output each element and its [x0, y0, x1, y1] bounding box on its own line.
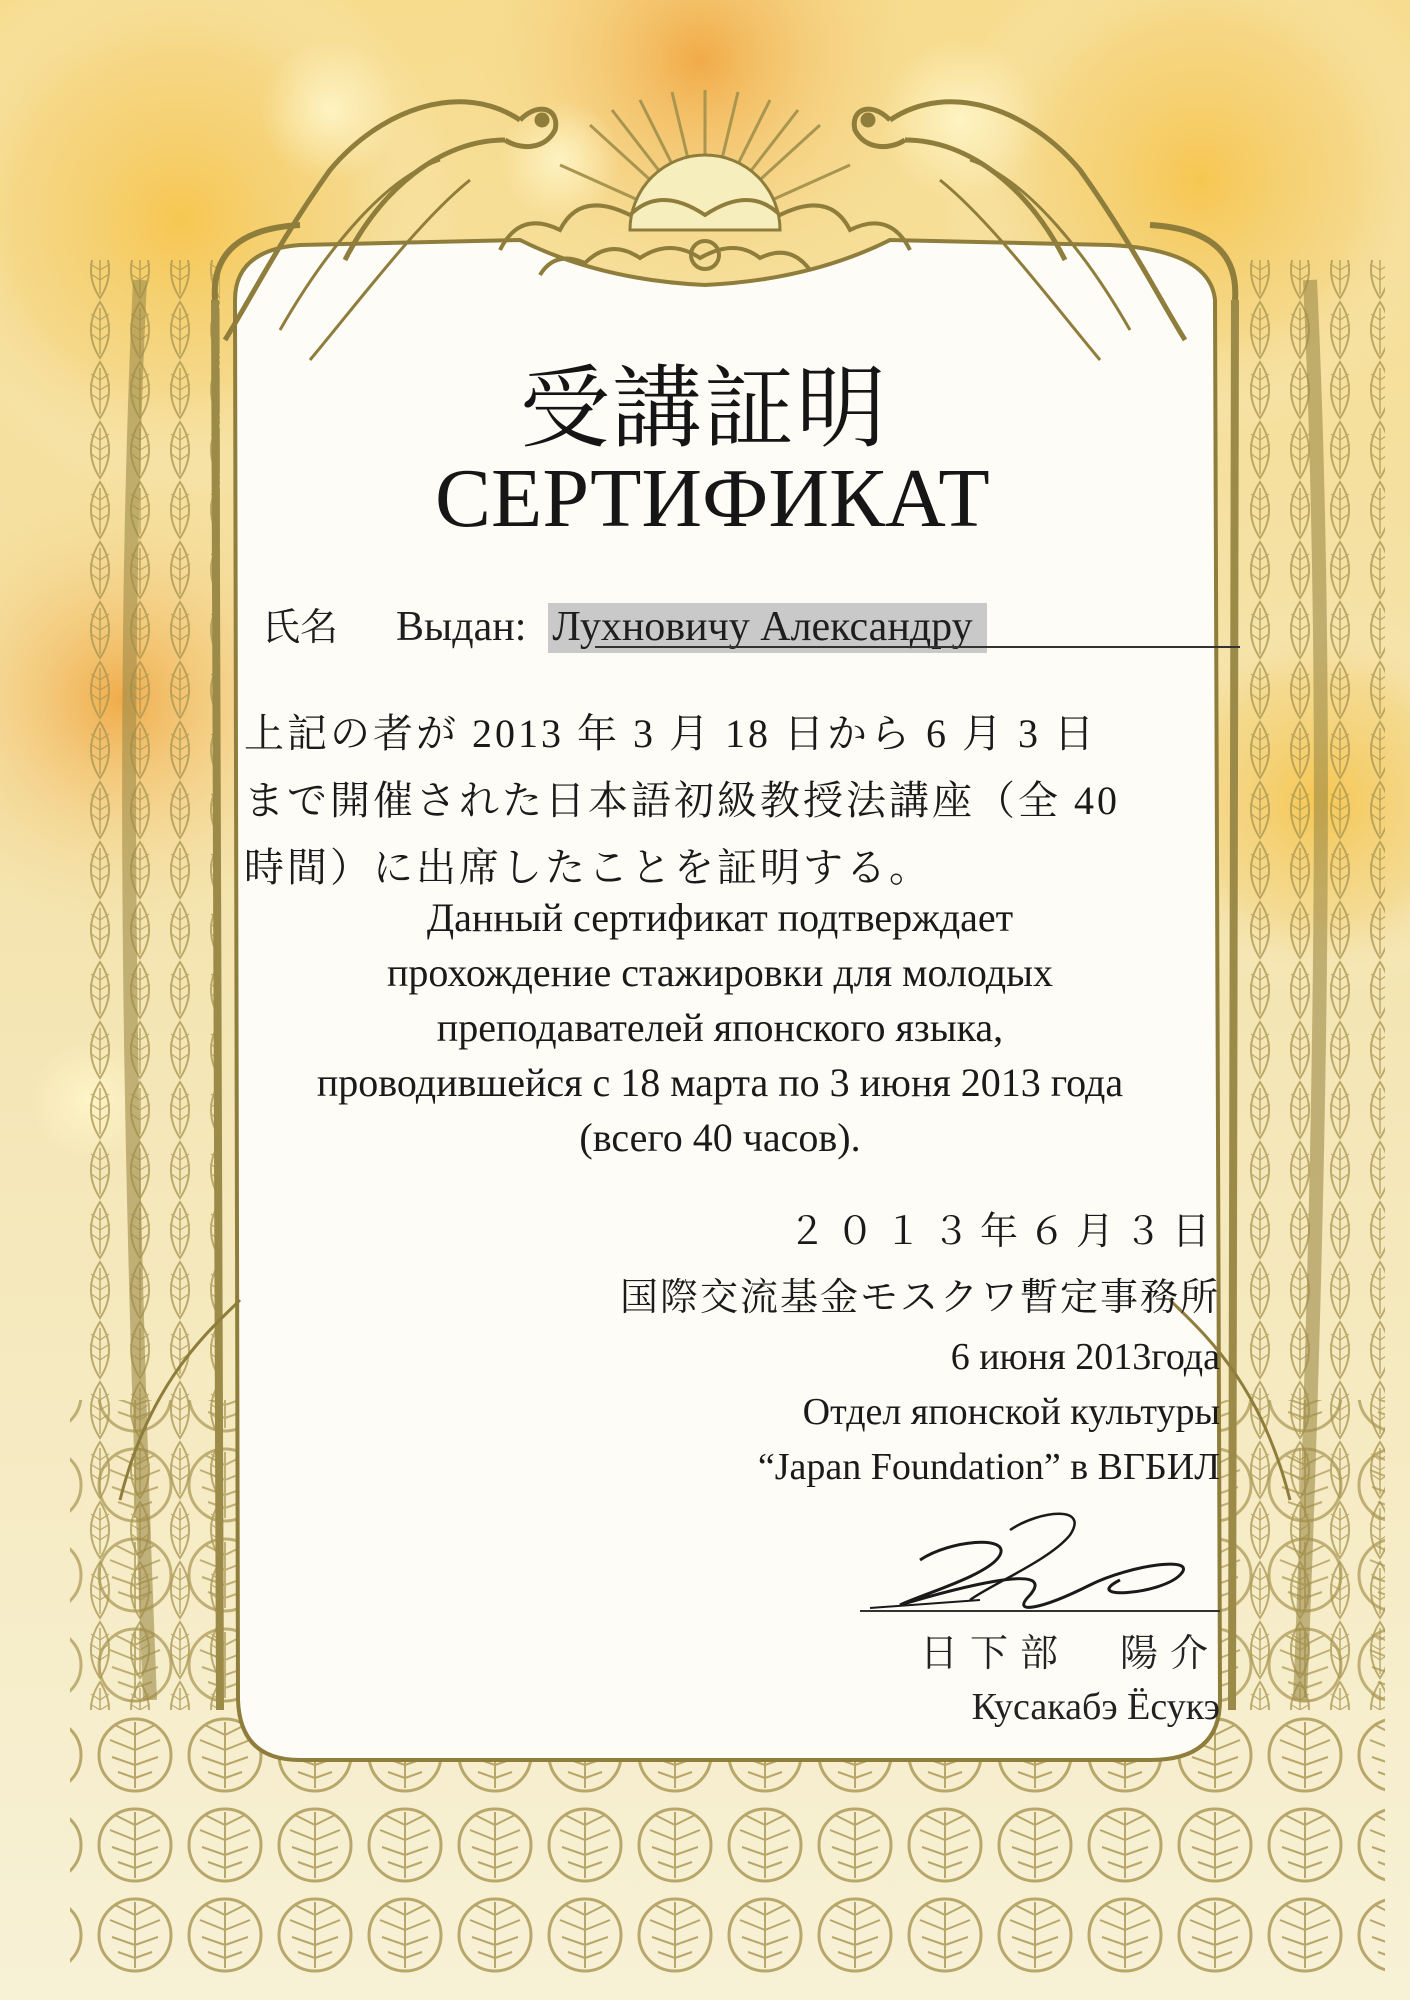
- signer-name-japanese: 日下部 陽介: [919, 1633, 1220, 1675]
- body-japanese-line: まで開催された日本語初級教授法講座（全 40: [244, 778, 1120, 823]
- issue-date-japanese: ２０１３年６月３日: [787, 1211, 1220, 1253]
- body-russian-line: проводившейся с 18 марта по 3 июня 2013 года: [316, 1060, 1124, 1105]
- issue-date-russian: 6 июня 2013года: [950, 1336, 1220, 1378]
- body-russian-line: прохождение стажировки для молодых: [387, 950, 1053, 995]
- issuer-dept-russian: Отдел японской культуры: [802, 1391, 1220, 1433]
- recipient-name: Лухновичу Александру: [548, 603, 986, 653]
- recipient-label-japanese: 氏名: [262, 607, 339, 649]
- body-russian-line: преподавателей японского языка,: [436, 1005, 1004, 1050]
- issuer-org-japanese: 国際交流基金モスクワ暫定事務所: [619, 1277, 1220, 1319]
- issuer-foundation-russian: “Japan Foundation” в ВГБИЛ: [757, 1446, 1220, 1488]
- body-japanese-line: 時間）に出席したことを証明する。: [244, 845, 932, 890]
- body-japanese: [244, 700, 1224, 901]
- signature-line: [860, 1610, 1220, 1612]
- title-russian: СЕРТИФИКАТ: [435, 452, 990, 545]
- recipient-label-russian: Выдан:: [396, 604, 527, 650]
- body-russian-line: Данный сертификат подтверждает: [426, 895, 1014, 940]
- signature-icon: [860, 1500, 1240, 1620]
- body-japanese-line: 上記の者が 2013 年 3 月 18 日から 6 月 3 日: [244, 711, 1097, 756]
- body-russian-line: (всего 40 часов).: [579, 1115, 861, 1160]
- signer-name-russian: Кусакабэ Ёсукэ: [971, 1686, 1220, 1728]
- recipient-underline: [595, 646, 1240, 648]
- title-japanese: 受講証明: [520, 360, 888, 459]
- body-russian: [230, 890, 1210, 1165]
